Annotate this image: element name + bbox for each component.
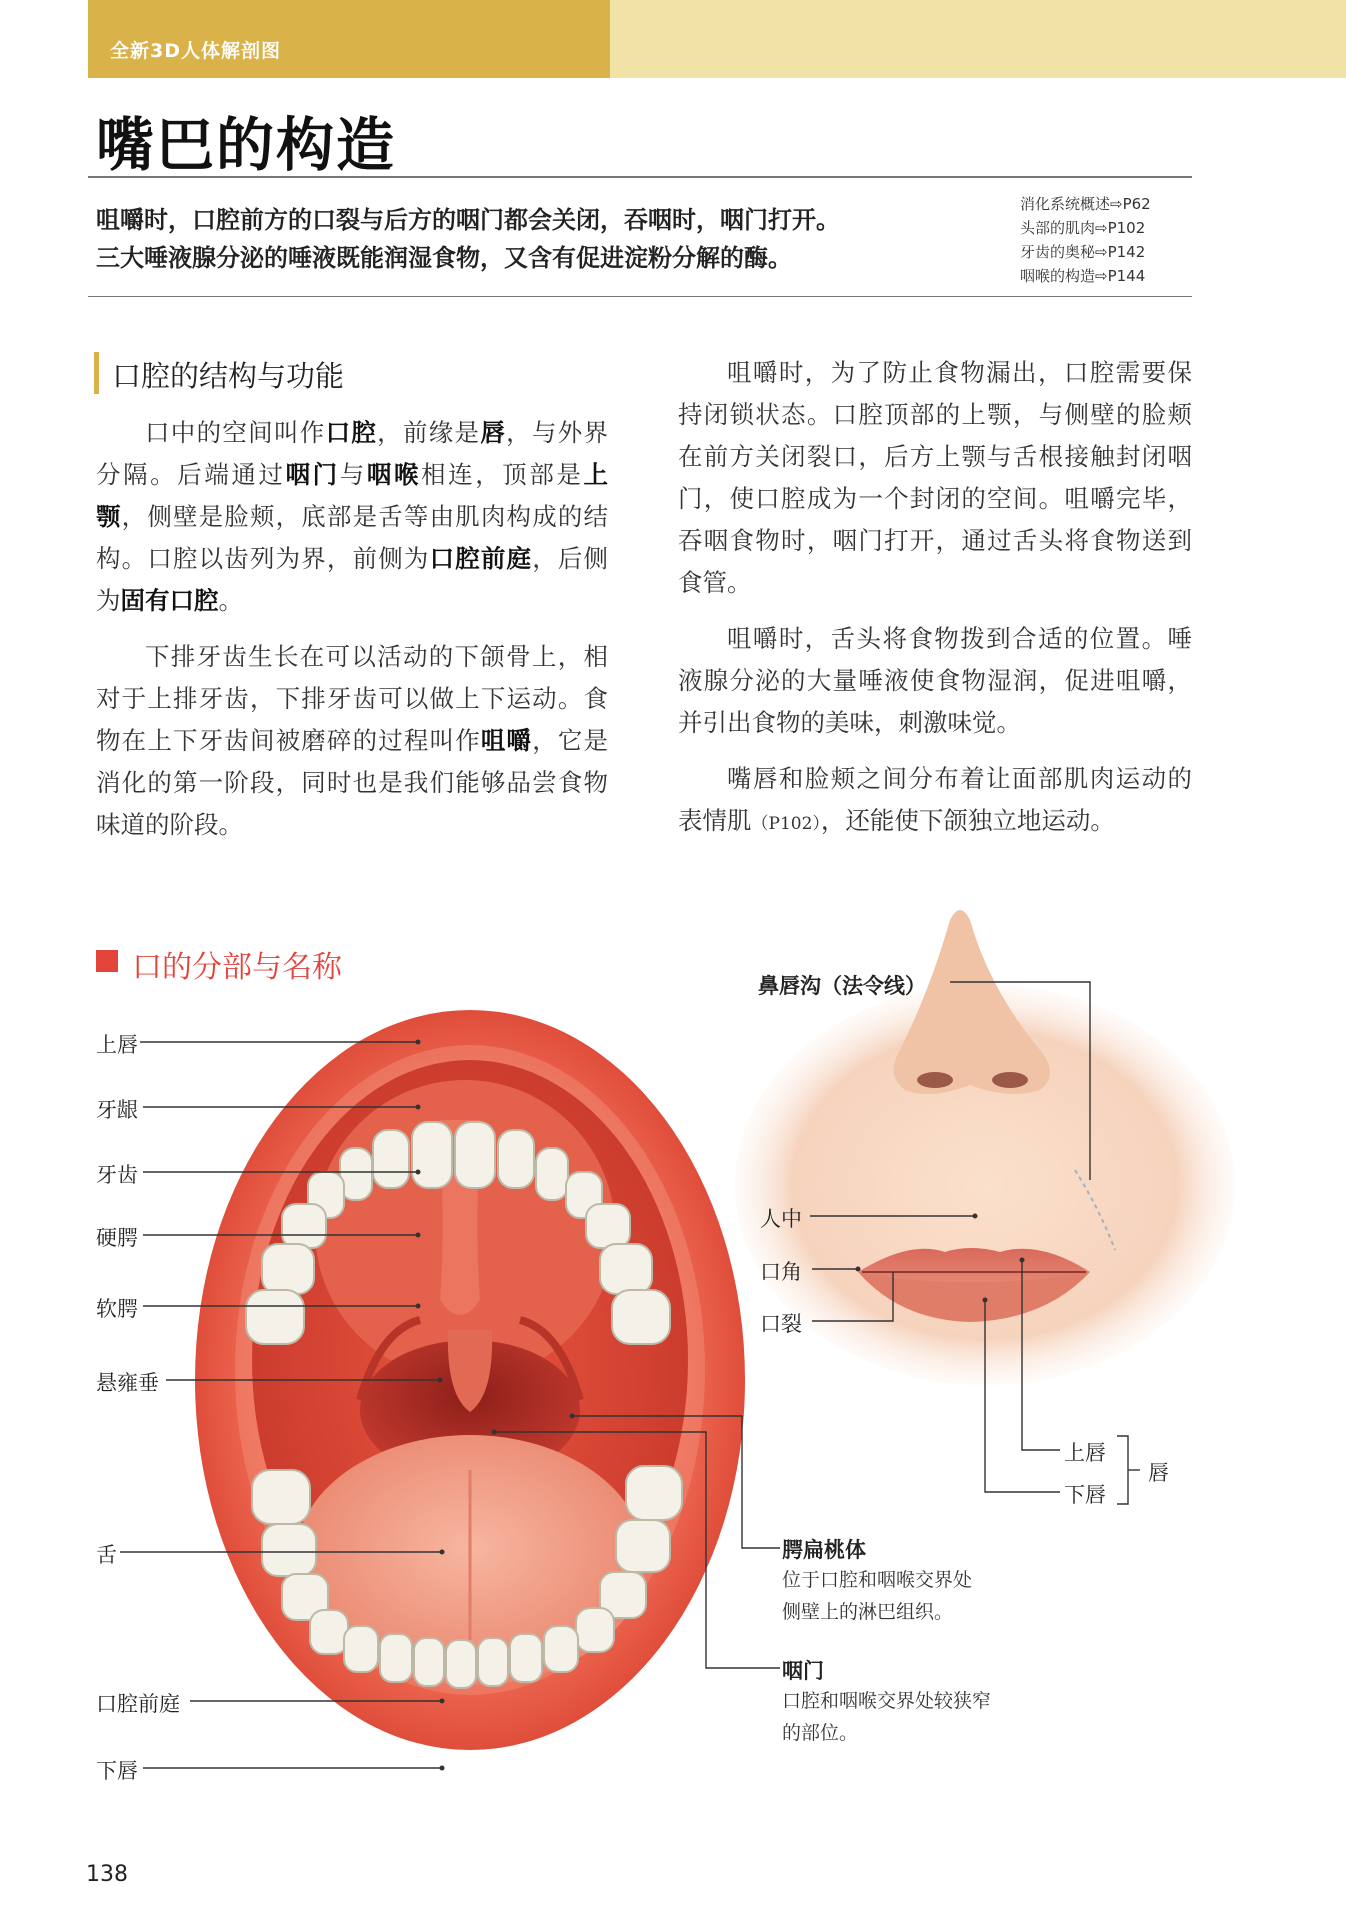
label-gum: 牙龈 — [96, 1098, 138, 1122]
label-tonsil: 腭扁桃体 — [782, 1538, 866, 1562]
text-run: 与 — [339, 460, 367, 489]
text-run: 。 — [218, 586, 243, 615]
text-run: ，侧壁是脸颊，底部是舌等由肌肉构成的结构。口腔以齿列为界，前侧为 — [96, 502, 609, 573]
ref-link[interactable]: 牙齿的奥秘⇨P142 — [1020, 243, 1146, 261]
series-label: 全新3D人体解剖图 — [110, 40, 281, 62]
fauces-desc-2: 的部位。 — [782, 1722, 859, 1744]
label-face-lower-lip: 下唇 — [1064, 1483, 1106, 1507]
figure-title: 口的分部与名称 — [132, 950, 342, 985]
label-lip: 唇 — [1148, 1461, 1169, 1485]
label-nasolabial: 鼻唇沟（法令线） — [758, 974, 926, 998]
label-teeth: 牙齿 — [96, 1163, 138, 1187]
section-title: 口腔的结构与功能 — [112, 359, 345, 393]
page-number: 138 — [86, 1862, 128, 1887]
label-soft-palate: 软腭 — [96, 1297, 138, 1321]
label-oral-fissure: 口裂 — [760, 1312, 802, 1336]
text-run: ，前缘是 — [377, 418, 481, 447]
label-mouth-corner: 口角 — [760, 1260, 802, 1284]
text-run: 相连，顶部是 — [421, 460, 584, 489]
page-title: 嘴巴的构造 — [96, 111, 397, 179]
text-run: 口中的空间叫作 — [145, 418, 326, 447]
label-uvula: 悬雍垂 — [96, 1371, 159, 1395]
label-hard-palate: 硬腭 — [96, 1226, 138, 1250]
label-lower-lip: 下唇 — [96, 1759, 138, 1783]
term-bold: 口腔前庭 — [429, 544, 533, 573]
term-bold: 固有口腔 — [120, 586, 219, 615]
text-run: ，它是消化的第一阶段，同时也是我们能够品尝食物味道的阶段。 — [96, 726, 609, 839]
ref-link[interactable]: 咽喉的构造⇨P144 — [1020, 267, 1146, 285]
tonsil-desc-1: 位于口腔和咽喉交界处 — [782, 1569, 973, 1591]
label-philtrum: 人中 — [760, 1207, 802, 1231]
term-bold: 咽喉 — [366, 460, 422, 489]
intro-line-2: 三大唾液腺分泌的唾液既能润湿食物，又含有促进淀粉分解的酶。 — [96, 244, 792, 272]
ref-link[interactable]: 消化系统概述⇨P62 — [1020, 195, 1151, 213]
label-vestibule: 口腔前庭 — [96, 1692, 180, 1716]
text-run: 咀嚼时，为了防止食物漏出，口腔需要保持闭锁状态。口腔顶部的上颚，与侧壁的脸颊在前方关闭裂口，后方上颚与舌根接触封闭咽门，使口腔成为一个封闭的空间。咀嚼完毕，吞咽食物时，咽门打开，通过舌头将食物送到食管。 — [678, 358, 1192, 597]
label-fauces: 咽门 — [782, 1659, 824, 1683]
term-bold: 上颚 — [96, 460, 609, 531]
term-bold: 口腔 — [325, 418, 378, 447]
text-run: 嘴唇和脸颊之间分布着让面部肌肉运动的表情肌 — [678, 764, 1192, 835]
label-face-upper-lip: 上唇 — [1064, 1441, 1106, 1465]
intro-line-1: 咀嚼时，口腔前方的口裂与后方的咽门都会关闭，吞咽时，咽门打开。 — [96, 206, 840, 234]
label-upper-lip: 上唇 — [96, 1033, 138, 1057]
term-bold: 咀嚼 — [480, 726, 533, 755]
label-tongue: 舌 — [96, 1543, 117, 1567]
ref-link[interactable]: 头部的肌肉⇨P102 — [1020, 219, 1146, 237]
tonsil-desc-2: 侧壁上的淋巴组织。 — [782, 1601, 954, 1623]
text-run: ，还能使下颌独立地运动。 — [820, 806, 1115, 835]
text-run: ，与外界分隔。后端通过 — [96, 418, 609, 489]
term-bold: 唇 — [480, 418, 507, 447]
fauces-desc-1: 口腔和咽喉交界处较狭窄 — [782, 1690, 992, 1712]
text-run: 咀嚼时，舌头将食物拨到合适的位置。唾液腺分泌的大量唾液使食物湿润，促进咀嚼，并引出食物的美味，刺激味觉。 — [678, 624, 1192, 737]
text-run: ，后侧为 — [96, 544, 609, 615]
text-run: 下排牙齿生长在可以活动的下颌骨上，相对于上排牙齿，下排牙齿可以做上下运动。食物在上下牙齿间被磨碎的过程叫作 — [96, 642, 608, 755]
term-bold: 咽门 — [285, 460, 340, 489]
text-run: （P102） — [751, 814, 821, 834]
